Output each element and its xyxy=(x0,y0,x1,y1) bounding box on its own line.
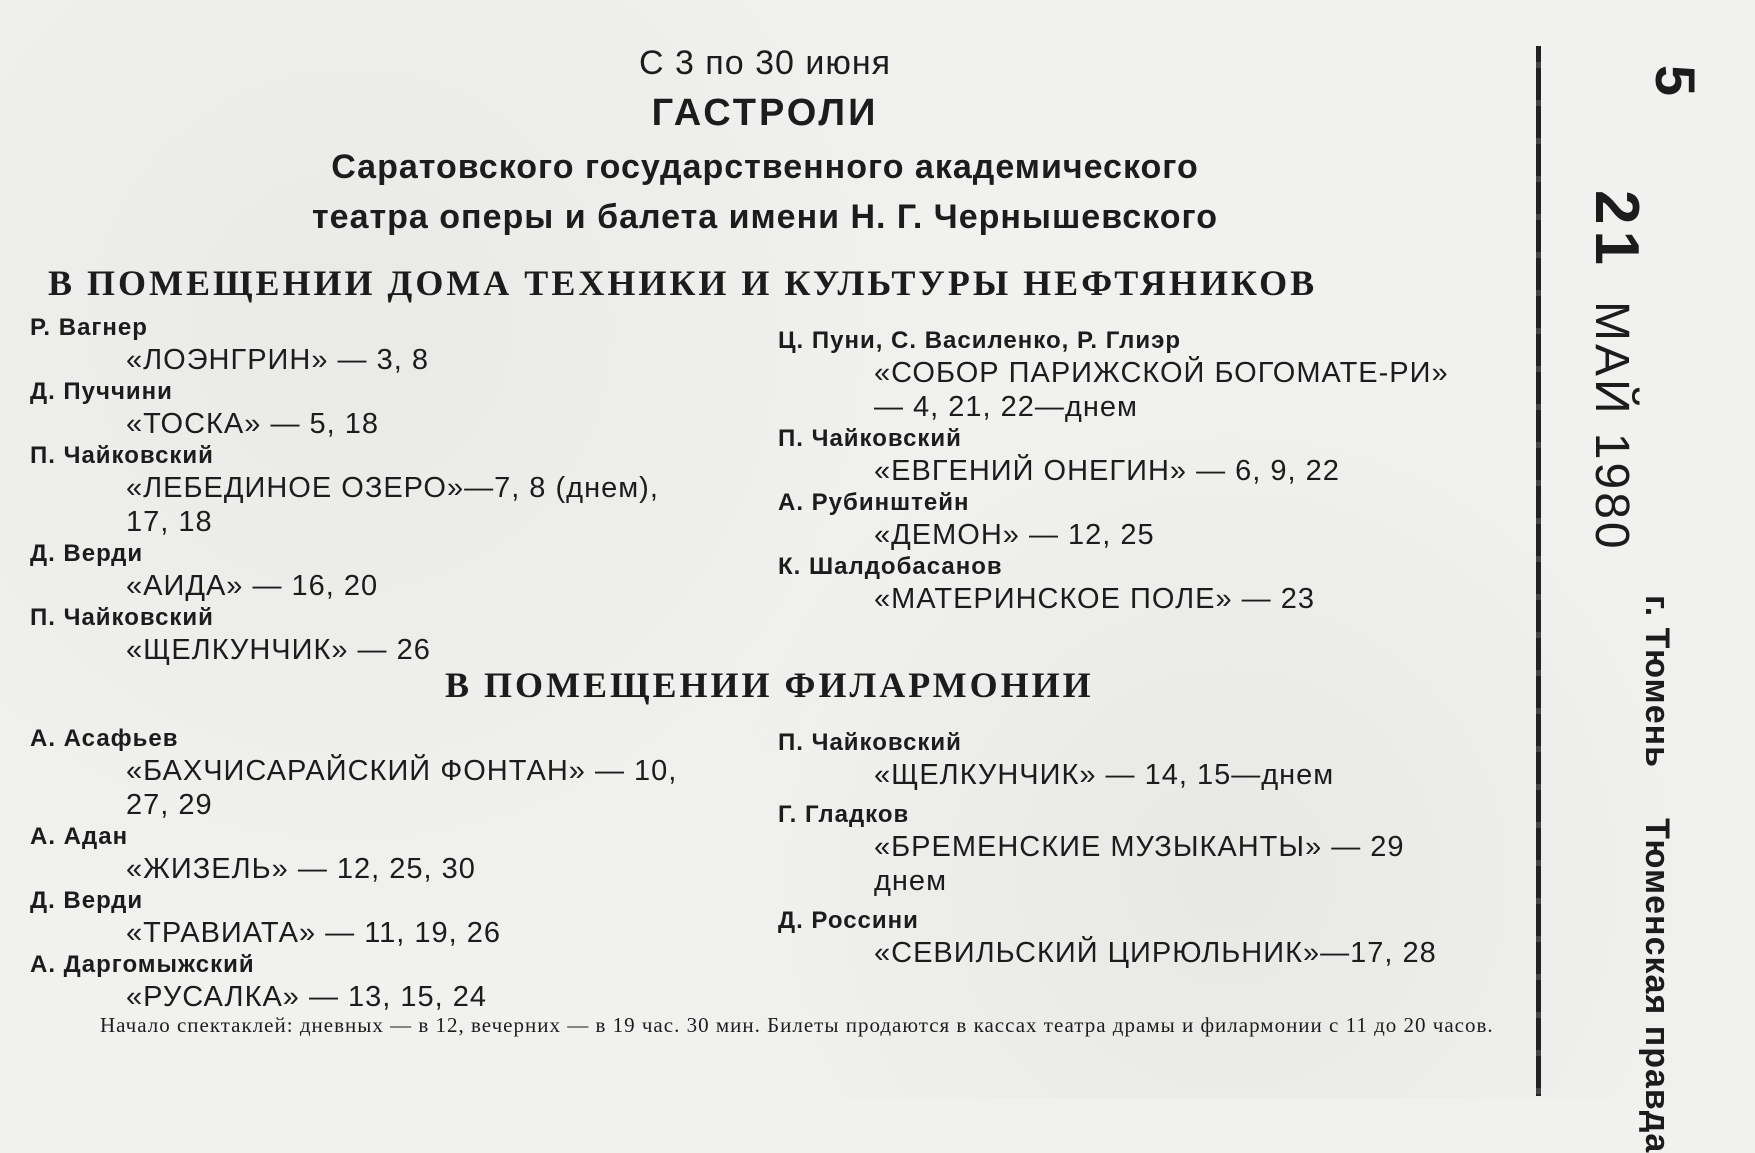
list-item xyxy=(30,539,770,603)
clipping-edge-divider xyxy=(1536,46,1541,1096)
performance-title: «АИДА» — 16, 20 xyxy=(126,570,379,602)
performance-title: «ТРАВИАТА» — 11, 19, 26 xyxy=(126,917,502,949)
composer-name: Д. Верди xyxy=(30,540,144,567)
section2-left-column xyxy=(30,724,770,1014)
composer-name: А. Асафьев xyxy=(30,725,179,752)
dates-line: С 3 по 30 июня xyxy=(638,44,892,82)
performance-title: «ЖИЗЕЛЬ» — 12, 25, 30 xyxy=(126,853,476,885)
performance-title: «ЛЕБЕДИНОЕ ОЗЕРО»—7, 8 (днем), 17, 18 xyxy=(126,472,659,538)
stamp-day: 21 xyxy=(1582,190,1651,271)
composer-name: Ц. Пуни, С. Василенко, Р. Глиэр xyxy=(778,327,1182,354)
composer-name: П. Чайковский xyxy=(30,604,214,631)
list-item xyxy=(778,906,1518,970)
archive-number: 5 xyxy=(1644,64,1708,97)
list-item xyxy=(778,424,1518,488)
page-title: ГАСТРОЛИ xyxy=(651,92,879,134)
composer-name: А. Рубинштейн xyxy=(778,489,970,516)
performance-title: «ЛОЭНГРИН» — 3, 8 xyxy=(126,344,429,376)
section-heading-oil-workers-house: В ПОМЕЩЕНИИ ДОМА ТЕХНИКИ И КУЛЬТУРЫ НЕФТЯНИКОВ xyxy=(48,263,1318,303)
performance-title: «МАТЕРИНСКОЕ ПОЛЕ» — 23 xyxy=(874,583,1315,615)
list-item xyxy=(778,728,1518,792)
list-item xyxy=(30,886,770,950)
section2-right-column xyxy=(778,728,1518,970)
list-item xyxy=(30,377,770,441)
composer-name: Д. Верди xyxy=(30,887,144,914)
section1-right-column xyxy=(778,326,1518,616)
composer-name: П. Чайковский xyxy=(778,425,962,452)
composer-name: Р. Вагнер xyxy=(30,314,148,341)
composer-name: П. Чайковский xyxy=(778,729,962,756)
organization-line-1: Саратовского государственного академического xyxy=(331,148,1199,186)
section-heading-philharmonic: В ПОМЕЩЕНИИ ФИЛАРМОНИИ xyxy=(445,665,1094,705)
composer-name: П. Чайковский xyxy=(30,442,214,469)
composer-name: К. Шалдобасанов xyxy=(778,553,1003,580)
date-stamp xyxy=(1581,190,1652,552)
performance-title: «ЩЕЛКУНЧИК» — 26 xyxy=(126,634,431,666)
list-item xyxy=(30,724,770,822)
list-item xyxy=(778,800,1518,898)
list-item xyxy=(30,950,770,1014)
composer-name: А. Даргомыжский xyxy=(30,951,255,978)
composer-name: Д. Россини xyxy=(778,907,919,934)
performance-title: «ТОСКА» — 5, 18 xyxy=(126,408,380,440)
section1-left-column xyxy=(30,313,770,667)
list-item xyxy=(30,822,770,886)
footer-note: Начало спектаклей: дневных — в 12, вечерних — в 19 час. 30 мин. Билеты продаются в кассах театра драмы и филармонии с 11 до 20 часов. xyxy=(100,1013,1494,1037)
organization-line-2: театра оперы и балета имени Н. Г. Чернышевского xyxy=(312,198,1218,236)
performance-title: «РУСАЛКА» — 13, 15, 24 xyxy=(126,981,488,1013)
performance-title: «СОБОР ПАРИЖСКОЙ БОГОМАТЕ-РИ» — 4, 21, 22—днем xyxy=(874,357,1449,423)
list-item xyxy=(30,603,770,667)
source-newspaper: Тюменская правда xyxy=(1638,818,1676,1153)
performance-title: «СЕВИЛЬСКИЙ ЦИРЮЛЬНИК»—17, 28 xyxy=(874,937,1437,969)
composer-name: Д. Пуччини xyxy=(30,378,173,405)
list-item xyxy=(30,313,770,377)
performance-title: «БРЕМЕНСКИЕ МУЗЫКАНТЫ» — 29 днем xyxy=(874,831,1405,897)
list-item xyxy=(778,488,1518,552)
source-city: г. Тюмень xyxy=(1638,595,1676,769)
performance-title: «ДЕМОН» — 12, 25 xyxy=(874,519,1155,551)
performance-title: «БАХЧИСАРАЙСКИЙ ФОНТАН» — 10, 27, 29 xyxy=(126,755,678,821)
list-item xyxy=(30,441,770,539)
list-item xyxy=(778,552,1518,616)
composer-name: Г. Гладков xyxy=(778,801,910,828)
list-item xyxy=(778,326,1518,424)
composer-name: А. Адан xyxy=(30,823,129,850)
newspaper-source-stamp xyxy=(1637,595,1676,1153)
performance-title: «ЩЕЛКУНЧИК» — 14, 15—днем xyxy=(874,759,1335,791)
performance-title: «ЕВГЕНИЙ ОНЕГИН» — 6, 9, 22 xyxy=(874,455,1340,487)
stamp-month-year: МАЙ 1980 xyxy=(1585,300,1638,552)
